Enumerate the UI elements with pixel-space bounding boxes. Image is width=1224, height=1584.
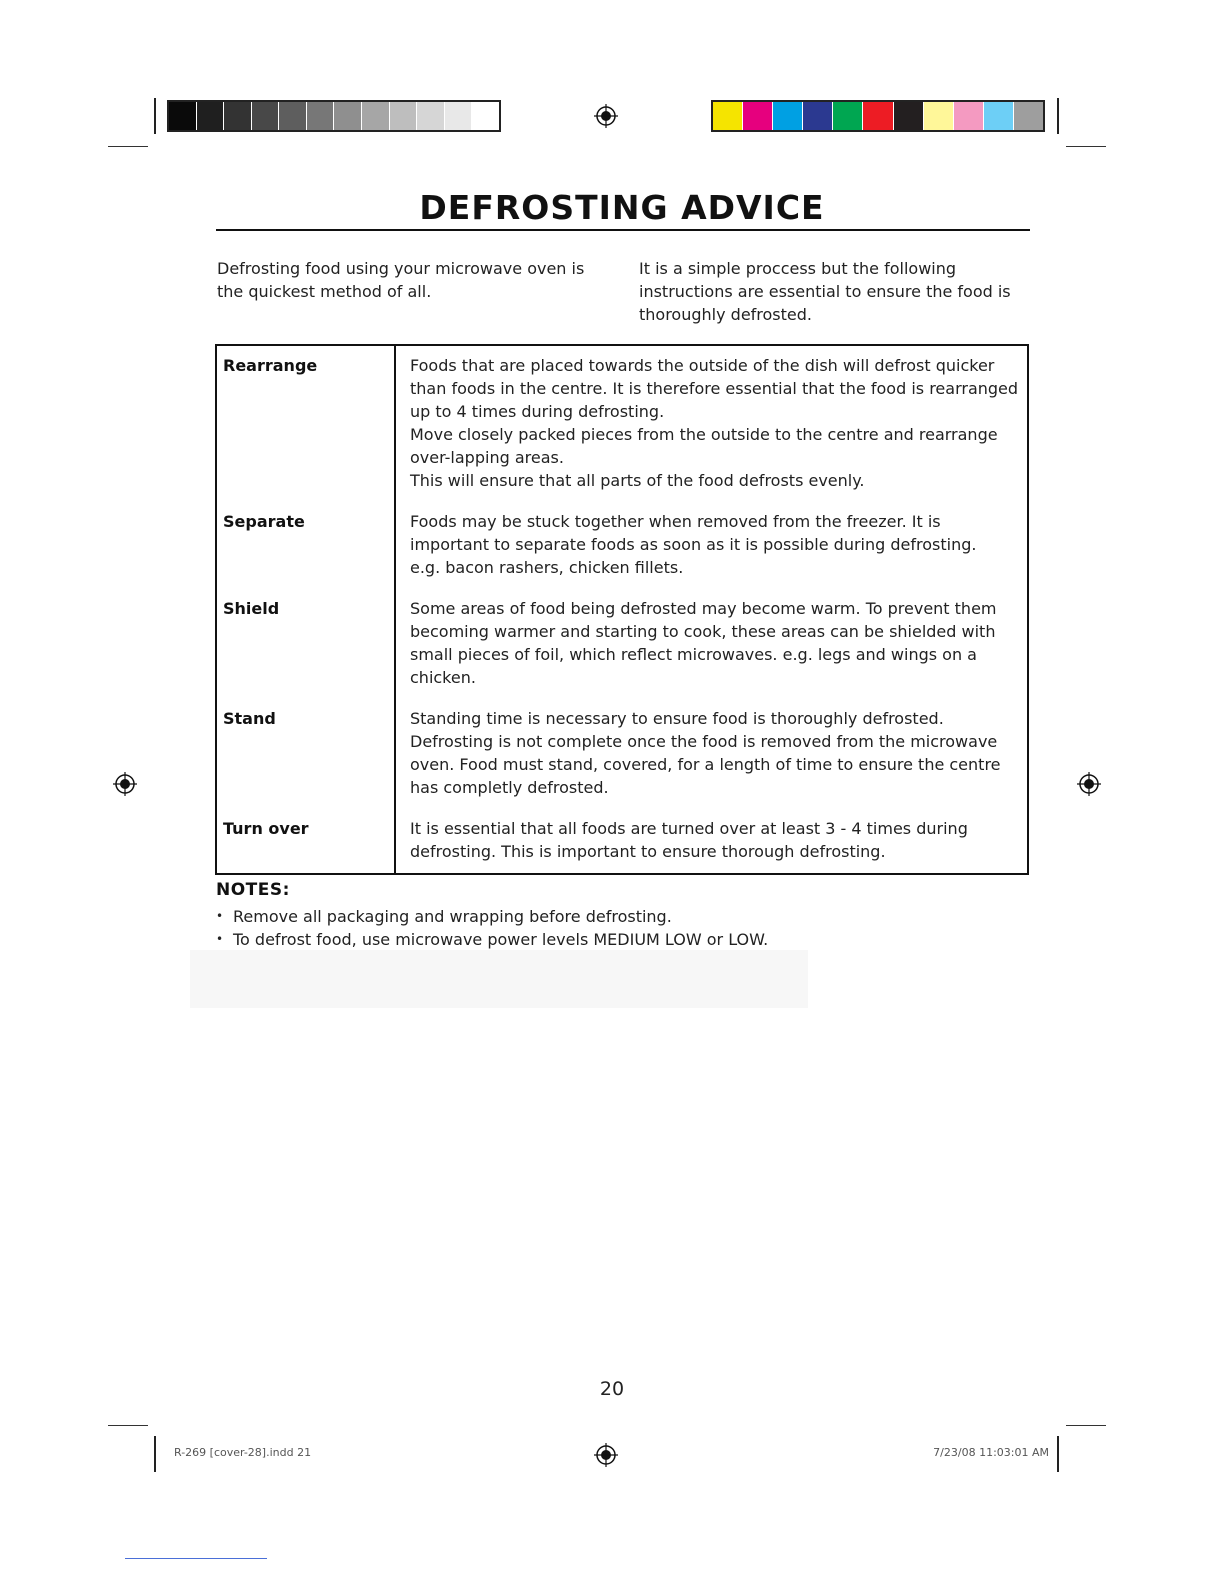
table-row <box>216 707 1028 817</box>
advice-description <box>395 345 1028 510</box>
gray-swatch <box>334 102 362 130</box>
advice-term: Turn over <box>216 817 395 874</box>
advice-line: This will ensure that all parts of the food defrosts evenly. <box>410 471 865 490</box>
color-swatch <box>1014 102 1043 130</box>
advice-description <box>395 597 1028 707</box>
color-swatch <box>803 102 833 130</box>
defrosting-advice-table <box>215 344 1029 875</box>
advice-line: It is essential that all foods are turned over at least 3 - 4 times during defrosting. This is important to ensure thorough defrosting. <box>410 819 968 861</box>
notes-heading: NOTES: <box>216 880 290 900</box>
color-swatch <box>833 102 863 130</box>
registration-mark-icon <box>594 1443 618 1467</box>
gray-swatch <box>169 102 197 130</box>
title-underline <box>216 229 1030 231</box>
color-swatch <box>954 102 984 130</box>
page-number: 20 <box>599 1378 625 1400</box>
intro-left-paragraph: Defrosting food using your microwave oven is the quickest method of all. <box>217 259 585 301</box>
crop-mark-bottom-left-horizontal <box>108 1425 148 1426</box>
crop-mark-top-left-horizontal <box>108 146 148 147</box>
gray-swatch <box>390 102 418 130</box>
crop-mark-top-right-horizontal <box>1066 146 1106 147</box>
crop-mark-top-left-vertical <box>154 98 156 134</box>
color-swatch <box>984 102 1014 130</box>
page-title: DEFROSTING ADVICE <box>419 188 825 227</box>
slug-file-name: R-269 [cover-28].indd 21 <box>174 1446 312 1459</box>
crop-mark-bottom-right-vertical <box>1057 1436 1059 1472</box>
slug-timestamp: 7/23/08 11:03:01 AM <box>933 1446 1049 1459</box>
grayscale-color-bar <box>167 100 501 132</box>
gray-swatch <box>445 102 473 130</box>
advice-description <box>395 510 1028 597</box>
registration-mark-icon <box>1077 772 1101 796</box>
advice-line: Move closely packed pieces from the outside to the centre and rearrange over-lapping areas. <box>410 425 998 467</box>
registration-mark-icon <box>594 104 618 128</box>
advice-term: Separate <box>216 510 395 597</box>
intro-right-paragraph: It is a simple proccess but the following instructions are essential to ensure the food is thoroughly defrosted. <box>639 259 1011 324</box>
registration-mark-icon <box>113 772 137 796</box>
advice-line: Foods that are placed towards the outside of the dish will defrost quicker than foods in the centre. It is therefore essential that the food is rearranged up to 4 times during defrosting. <box>410 356 1019 421</box>
gray-swatch <box>197 102 225 130</box>
color-swatch <box>863 102 893 130</box>
advice-description <box>395 707 1028 817</box>
faint-scan-shadow <box>190 950 808 1008</box>
gray-swatch <box>362 102 390 130</box>
color-swatch <box>743 102 773 130</box>
advice-line: e.g. bacon rashers, chicken fillets. <box>410 558 684 577</box>
advice-line: Defrosting is not complete once the food is removed from the microwave oven. Food must stand, covered, for a length of time to ensure the centre has completly defrosted. <box>410 732 1001 797</box>
blue-underline-artifact <box>125 1558 267 1559</box>
table-row <box>216 597 1028 707</box>
gray-swatch <box>252 102 280 130</box>
gray-swatch <box>417 102 445 130</box>
advice-line: Some areas of food being defrosted may become warm. To prevent them becoming warmer and starting to cook, these areas can be shielded with small pieces of foil, which reflect microwaves. e.g. legs and wings on a chicken. <box>410 599 997 687</box>
notes-list <box>216 905 768 951</box>
crop-mark-bottom-right-horizontal <box>1066 1425 1106 1426</box>
advice-term: Shield <box>216 597 395 707</box>
table-row <box>216 345 1028 510</box>
table-row <box>216 817 1028 874</box>
color-swatch <box>924 102 954 130</box>
crop-mark-bottom-left-vertical <box>154 1436 156 1472</box>
color-swatch <box>773 102 803 130</box>
advice-line: Standing time is necessary to ensure food is thoroughly defrosted. <box>410 709 944 728</box>
process-color-bar <box>711 100 1045 132</box>
gray-swatch <box>224 102 252 130</box>
advice-term: Rearrange <box>216 345 395 510</box>
crop-mark-top-right-vertical <box>1057 98 1059 134</box>
list-item: • Remove all packaging and wrapping before defrosting. <box>216 905 768 928</box>
advice-term: Stand <box>216 707 395 817</box>
color-swatch <box>894 102 924 130</box>
list-item: • To defrost food, use microwave power levels MEDIUM LOW or LOW. <box>216 928 768 951</box>
gray-swatch <box>307 102 335 130</box>
advice-description <box>395 817 1028 874</box>
gray-swatch <box>472 102 499 130</box>
table-row <box>216 510 1028 597</box>
color-swatch <box>713 102 743 130</box>
gray-swatch <box>279 102 307 130</box>
advice-line: Foods may be stuck together when removed from the freezer. It is important to separate foods as soon as it is possible during defrosting. <box>410 512 977 554</box>
